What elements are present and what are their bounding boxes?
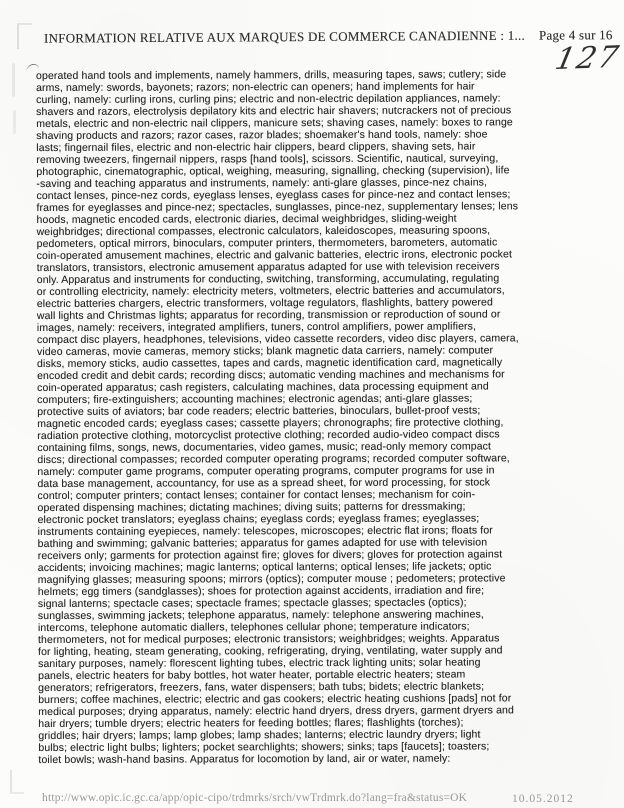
body-line: coin-operated apparatus; cash registers, calculating machines, data processing equipment and [37, 380, 489, 394]
body-line: data base management, accountancy, for use as a spread sheet, for word processing, for stock [37, 476, 491, 490]
body-line: accidents; invoicing machines; magic lanterns; optical lanterns; optical lenses; life jackets; optic [37, 560, 492, 574]
body-line: signal lanterns; spectacle cases; spectacle frames; spectacle glasses; spectacles (optics); [37, 596, 467, 610]
body-line: photographic, cinematographic, optical, weighing, measuring, signalling, checking (supervision), life [36, 164, 510, 178]
body-line: disks, memory sticks, audio cassettes, tapes and cards, magnetic identification card, magnetically [37, 356, 503, 370]
body-line: namely: computer game programs, computer operating programs, computer programs for use in [37, 464, 495, 478]
body-line: instruments containing eyepieces, namely: telescopes, microscopes; electric flat irons; floats for [37, 524, 493, 538]
body-line: panels, electric heaters for baby bottles, hot water heater, portable electric heaters; steam [38, 668, 466, 682]
body-line: magnetic encoded cards; eyeglass cases; cassette players; chronographs; fire protective clothing, [37, 416, 504, 430]
body-line: operated dispensing machines; dictating machines; diving suits; patterns for dressmaking; [37, 500, 466, 514]
body-line: generators; refrigerators, freezers, fans, water dispensers; bath tubs; bidets; electric blankets; [38, 680, 485, 694]
body-line: compact disc players, headphones, televisions, video cassette recorders, video disc players, camera, [36, 332, 519, 346]
body-line: magnifying glasses; measuring spoons; mirrors (optics); computer mouse ; pedometers; protective [37, 572, 506, 586]
body-line: sanitary purposes, namely: florescent lighting tubes, electric track lighting units; solar heating [38, 656, 481, 670]
header-page-indicator: Page 4 sur 16 [538, 27, 613, 43]
body-line: operated hand tools and implements, namely hammers, drills, measuring tapes, saws; cutlery; side [36, 68, 507, 82]
body-line: medical purposes; drying apparatus, namely: electric hand dryers, dress dryers, garment dryers and [38, 704, 514, 718]
body-line: weighbridges; directional compasses, electronic calculators, kaleidoscopes, measuring spoons, [36, 224, 491, 238]
body-line: griddles; hair dryers; lamps; lamp globes; lamp shades; lanterns; electric laundry dryers; light [38, 728, 481, 742]
body-line: helmets; egg timers (sandglasses); shoes for protection against accidents, irradiation and fire; [37, 584, 485, 598]
body-line: translators, transistors, electronic amusement apparatus adapted for use with television receivers [36, 260, 500, 274]
body-line: containing films, songs, news, documentaries, video games, music; read-only memory compact [37, 440, 492, 454]
body-line: receivers only; garments for protection against fire; gloves for divers; gloves for protection against [37, 548, 503, 562]
body-line: discs; directional compasses; recorded computer operating programs; recorded computer software, [37, 452, 510, 466]
body-line: or controlling electricity, namely: electricity meters, voltmeters, electric batteries and accumulators, [36, 284, 505, 298]
body-line: toilet bowls; wash-hand basins. Apparatus for locomotion by land, air or water, namely: [38, 752, 451, 766]
body-line: intercoms, telephone automatic diallers, telephones cellular phone; temperature indicators; [37, 620, 470, 634]
body-line: only. Apparatus and instruments for conducting, switching, transforming, accumulating, regulating [36, 272, 500, 286]
body-line: wall lights and Christmas lights; apparatus for recording, transmission or reproduction of sound or [36, 308, 501, 322]
header-title: INFORMATION RELATIVE AUX MARQUES DE COMMERCE CANADIENNE : 1... [43, 27, 526, 46]
body-line: coin-operated amusement machines, electric and galvanic batteries, electric irons, electronic pocket [36, 248, 513, 262]
body-text [36, 68, 600, 766]
body-line: computers; fire-extinguishers; accounting machines; electronic agendas; anti-glare glasses; [37, 392, 473, 406]
body-line: thermometers, not for medical purposes; electronic transistors; weighbridges; weights. Apparatus [37, 632, 500, 646]
body-line: shavers and razors, electrolysis depilatory kits and electric hair shavers; nutcrackers not of precious [36, 104, 512, 118]
body-line: shaving products and razors; razor cases, razor blades; shoemaker's hand tools, namely: shoe [36, 128, 488, 142]
body-line: electric batteries chargers, electric transformers, voltage regulators, flashlights, battery powered [36, 296, 493, 310]
document-header [43, 27, 613, 46]
scan-edge-artifact [12, 63, 15, 97]
body-line: metals, electric and non-electric nail clippers, manicure sets; shaving cases, namely: boxes to range [36, 116, 513, 130]
body-line: lasts; fingernail files, electric and non-electric hair clippers, beard clippers, shaving sets, hair [36, 140, 476, 154]
body-line: bathing and swimming; galvanic batteries; apparatus for games adapted for use with television [37, 536, 488, 550]
body-line: contact lenses, pince-nez cords, eyeglass lenses, eyeglass cases for pince-nez and contact lenses; [36, 188, 511, 202]
body-line: video cameras, movie cameras, memory sticks; blank magnetic data carriers, namely: computer [36, 344, 494, 358]
document-footer [0, 792, 624, 808]
body-line: for lighting, heating, steam generating, cooking, refrigerating, drying, ventilating, water supply and [38, 644, 503, 658]
footer-date: 10.05.2012 [512, 793, 574, 805]
body-line: -saving and teaching apparatus and instruments, namely: anti-glare glasses, pince-nez chains, [36, 176, 488, 190]
body-line: radiation protective clothing, motorcyclist protective clothing; recorded audio-video compact discs [37, 428, 500, 442]
body-line: sunglasses, swimming jackets; telephone apparatus, namely: telephone answering machines, [37, 608, 484, 622]
body-line: pedometers, optical mirrors, binoculars, computer printers, thermometers, barometers, automatic [36, 236, 498, 250]
body-line: arms, namely: swords, bayonets; razors; non-electric can openers; hand implements for hair [36, 80, 475, 94]
body-line: control; computer printers; contact lenses; container for contact lenses; mechanism for coin- [37, 488, 476, 502]
body-line: frames for eyeglasses and pince-nez; spectacles, sunglasses, pince-nez, supplementary lenses; lens [36, 200, 519, 214]
footer-url: http://www.opic.ic.gc.ca/app/opic-cipo/trdmrks/srch/vwTrdmrk.do?lang=fra&status=OK [42, 792, 468, 804]
body-line: hair dryers; tumble dryers; electric heaters for feeding bottles; flares; flashlights (torches); [38, 716, 464, 730]
scan-edge-artifact [17, 23, 32, 49]
body-line: hoods, magnetic encoded cards, electronic diaries, decimal weighbridges, sliding-weight [36, 212, 457, 226]
body-line: bulbs; electric light bulbs; lighters; pocket searchlights; showers; sinks; taps [faucets]; toasters; [38, 740, 490, 754]
body-line: removing tweezers, fingernail nippers, rasps [hand tools], scissors. Scientific, nautical, surveying, [36, 152, 499, 166]
body-line: images, namely: receivers, integrated amplifiers, tuners, control amplifiers, power amplifiers, [36, 320, 477, 334]
body-line: encoded credit and debit cards; recording discs; automatic vending machines and mechanisms for [37, 368, 505, 382]
body-line: burners; coffee machines, electric; electric and gas cookers; electric heating cushions [pads] not for [38, 692, 512, 706]
scan-edge-artifact [10, 770, 24, 794]
body-line: protective suits of aviators; bar code readers; electric batteries, binoculars, bullet-proof vests; [37, 404, 481, 418]
handwritten-page-number: 127 [551, 39, 624, 78]
body-line: curling, namely: curling irons, curling pins; electric and non-electric depilation appliances, namely: [36, 92, 501, 106]
body-line: electronic pocket translators; eyeglass chains; eyeglass cords; eyeglass frames; eyeglasses; [37, 512, 480, 526]
scan-edge-artifact [13, 110, 16, 134]
